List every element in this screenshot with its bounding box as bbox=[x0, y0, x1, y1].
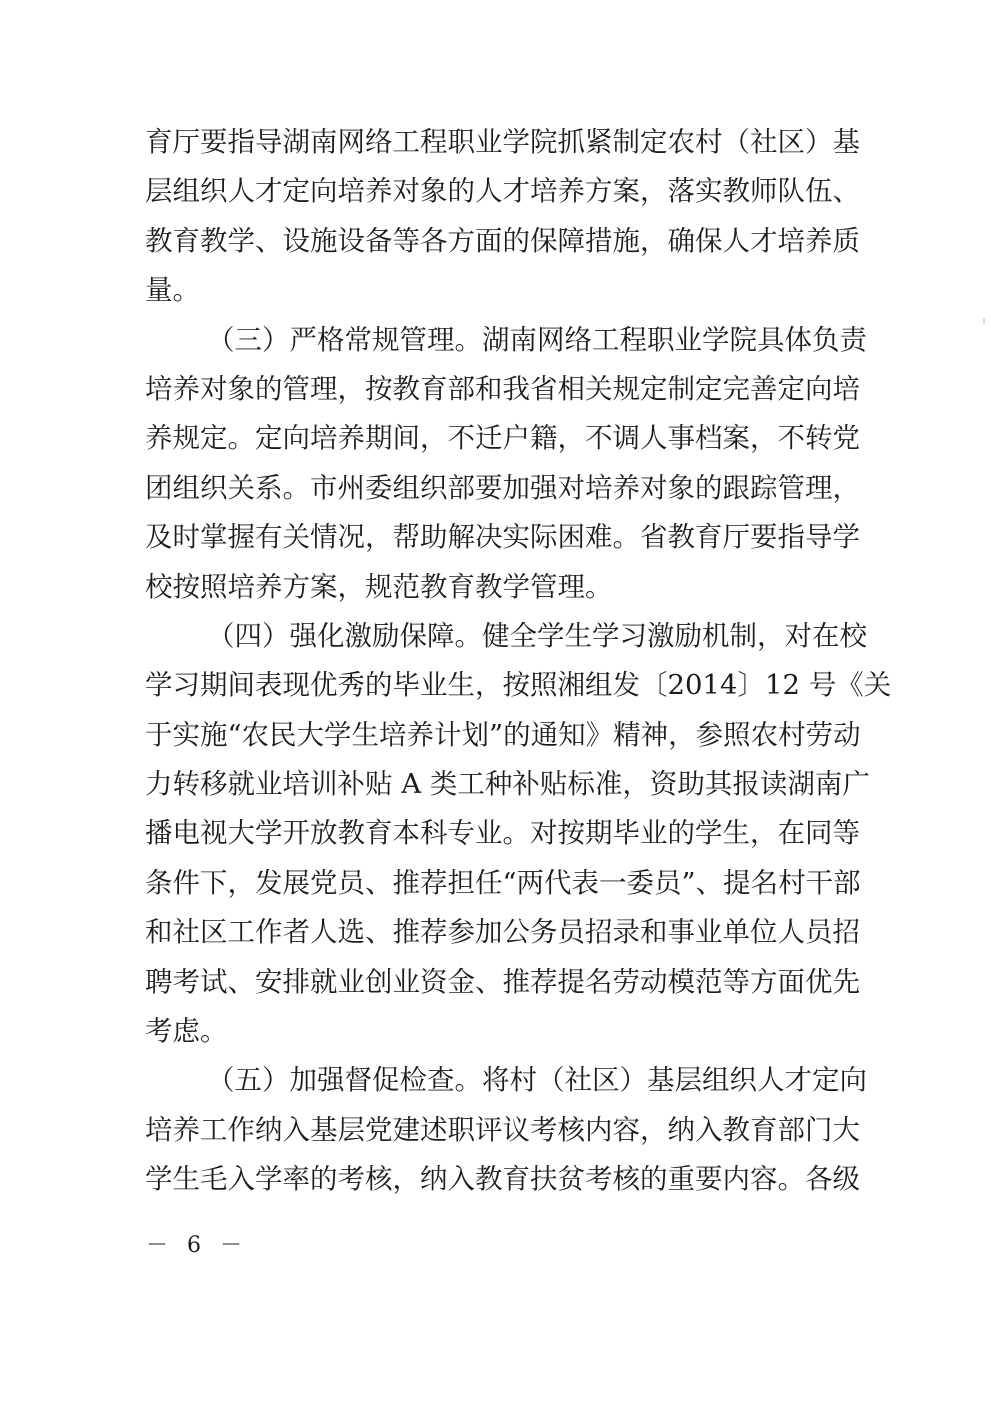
scan-artifact bbox=[983, 318, 985, 324]
text-line: 校按照培养方案，规范教育教学管理。 bbox=[145, 570, 613, 603]
text-line: 培养工作纳入基层党建述职评议考核内容，纳入教育部门大 bbox=[145, 1113, 860, 1146]
text-line: 团组织关系。市州委组织部要加强对培养对象的跟踪管理， bbox=[145, 471, 860, 504]
page-number: － 6 － bbox=[146, 1233, 248, 1258]
text-line: 考虑。 bbox=[145, 1015, 228, 1048]
text-line: 量。 bbox=[145, 274, 200, 307]
text-line: 学习期间表现优秀的毕业生，按照湘组发〔2014〕12 号《关 bbox=[145, 669, 892, 702]
text-line: 力转移就业培训补贴 A 类工种补贴标准，资助其报读湖南广 bbox=[145, 768, 870, 801]
text-line: 和社区工作者人选、推荐参加公务员招录和事业单位人员招 bbox=[145, 916, 860, 949]
text-line: 层组织人才定向培养对象的人才培养方案，落实教师队伍、 bbox=[145, 175, 860, 208]
text-line: 条件下，发展党员、推荐担任“两代表一委员”、提名村干部 bbox=[145, 866, 861, 899]
section-heading-line: （五）加强督促检查。将村（社区）基层组织人才定向 bbox=[207, 1064, 867, 1097]
text-line: 及时掌握有关情况，帮助解决实际困难。省教育厅要指导学 bbox=[145, 521, 860, 554]
text-line: 学生毛入学率的考核，纳入教育扶贫考核的重要内容。各级 bbox=[145, 1163, 860, 1196]
text-line: 教育教学、设施设备等各方面的保障措施，确保人才培养质 bbox=[145, 224, 860, 257]
text-line: 聘考试、安排就业创业资金、推荐提名劳动模范等方面优先 bbox=[145, 965, 860, 998]
body-text bbox=[145, 118, 892, 1205]
section-heading-line: （三）严格常规管理。湖南网络工程职业学院具体负责 bbox=[207, 323, 867, 356]
section-heading-line: （四）强化激励保障。健全学生学习激励机制，对在校 bbox=[207, 619, 867, 652]
text-line: 于实施“农民大学生培养计划”的通知》精神，参照农村劳动 bbox=[145, 718, 861, 751]
text-line: 培养对象的管理，按教育部和我省相关规定制定完善定向培 bbox=[145, 372, 860, 405]
text-line: 育厅要指导湖南网络工程职业学院抓紧制定农村（社区）基 bbox=[145, 126, 860, 158]
text-line: 养规定。定向培养期间，不迁户籍，不调人事档案，不转党 bbox=[145, 422, 860, 455]
text-line: 播电视大学开放教育本科专业。对按期毕业的学生，在同等 bbox=[145, 817, 860, 850]
